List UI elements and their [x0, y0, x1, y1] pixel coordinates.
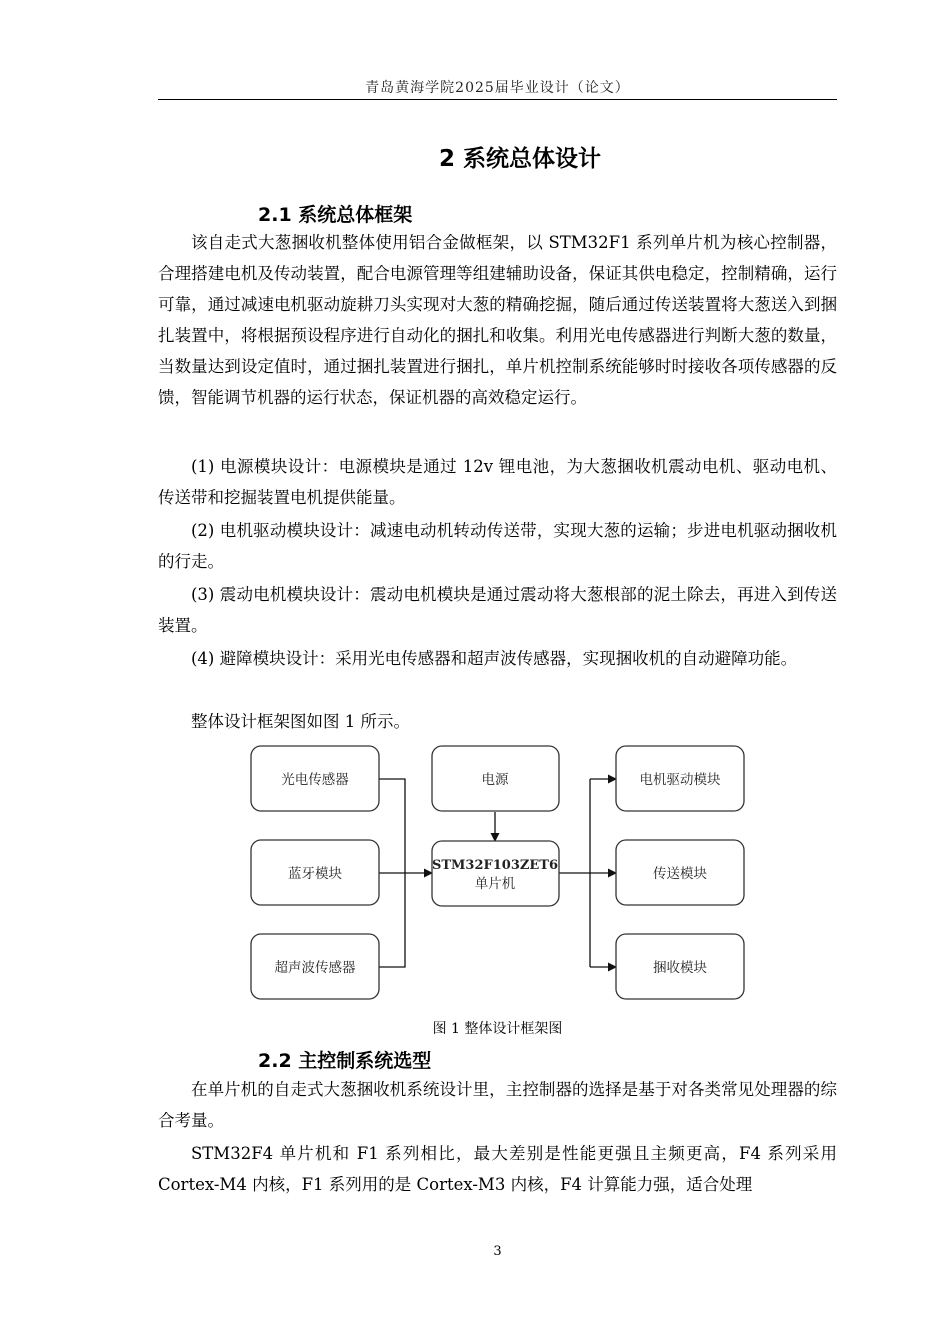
figure-caption: 图 1 整体设计框架图: [432, 1021, 563, 1037]
power-supply-box: [432, 746, 559, 811]
section-2-2-title: 2.2 主控制系统选型: [258, 1050, 432, 1072]
photoelectric-sensor-box: [251, 746, 379, 811]
module-item-3: (3) 震动电机模块设计：震动电机模块是通过震动将大葱根部的泥土除去，再进入到传送装置。: [158, 585, 837, 635]
section-2-1-title: 2.1 系统总体框架: [258, 204, 413, 226]
controller-box: [432, 841, 559, 906]
module-item-4: (4) 避障模块设计：采用光电传感器和超声波传感器，实现捆收机的自动避障功能。: [191, 649, 798, 668]
ultrasonic-sensor-box: [251, 934, 379, 999]
svg-text:超声波传感器: 超声波传感器: [274, 960, 356, 976]
module-item-1: (1) 电源模块设计：电源模块是通过 12v 锂电池，为大葱捆收机震动电机、驱动电机、传送带和挖掘装置电机提供能量。: [158, 457, 837, 507]
svg-text:蓝牙模块: 蓝牙模块: [288, 866, 342, 882]
bundling-module-box: [616, 934, 744, 999]
section-2-1-intro: 该自走式大葱捆收机整体使用铝合金做框架，以 STM32F1 系列单片机为核心控制器，合理搭建电机及传动装置，配合电源管理等组建辅助设备，保证其供电稳定，控制精确，运行可靠，通过减速电机驱动旋耕刀头实现对大葱的精确挖掘，随后通过传送装置将大葱送入到捆扎装置中，将根据预设程序进行自动化的捆扎和收集。利用光电传感器进行判断大葱的数量，当数量达到设定值时，通过捆扎装置进行捆扎，单片机控制系统能够时时接收各项传感器的反馈，智能调节机器的运行状态，保证机器的高效稳定运行。: [158, 233, 837, 407]
svg-text:电机驱动模块: 电机驱动模块: [639, 772, 721, 788]
section-2-2-para-1: 在单片机的自走式大葱捆收机系统设计里，主控制器的选择是基于对各类常见处理器的综合考量。: [158, 1080, 837, 1130]
svg-text:传送模块: 传送模块: [653, 866, 707, 882]
figure-reference: 整体设计框架图如图 1 所示。: [191, 712, 410, 731]
module-item-2: (2) 电机驱动模块设计：减速电动机转动传送带，实现大葱的运输；步进电机驱动捆收机的行走。: [158, 521, 837, 571]
motor-driver-module-box: [616, 746, 744, 811]
page-number: 3: [493, 1244, 502, 1259]
page-header: 青岛黄海学院2025届毕业设计（论文）: [365, 80, 630, 96]
svg-text:电源: 电源: [481, 772, 509, 788]
svg-text:光电传感器: 光电传感器: [281, 772, 349, 788]
svg-text:STM32F103ZET6: STM32F103ZET6: [431, 858, 559, 873]
chapter-title: 2 系统总体设计: [438, 146, 601, 172]
svg-text:单片机: 单片机: [474, 876, 516, 892]
svg-text:捆收模块: 捆收模块: [653, 960, 707, 976]
section-2-2-para-2: STM32F4 单片机和 F1 系列相比，最大差别是性能更强且主频更高，F4 系列采用 Cortex-M4 内核，F1 系列用的是 Cortex-M3 内核，F4 计算能力强，适合处理: [158, 1144, 837, 1194]
bluetooth-module-box: [251, 840, 379, 905]
conveyor-module-box: [616, 840, 744, 905]
